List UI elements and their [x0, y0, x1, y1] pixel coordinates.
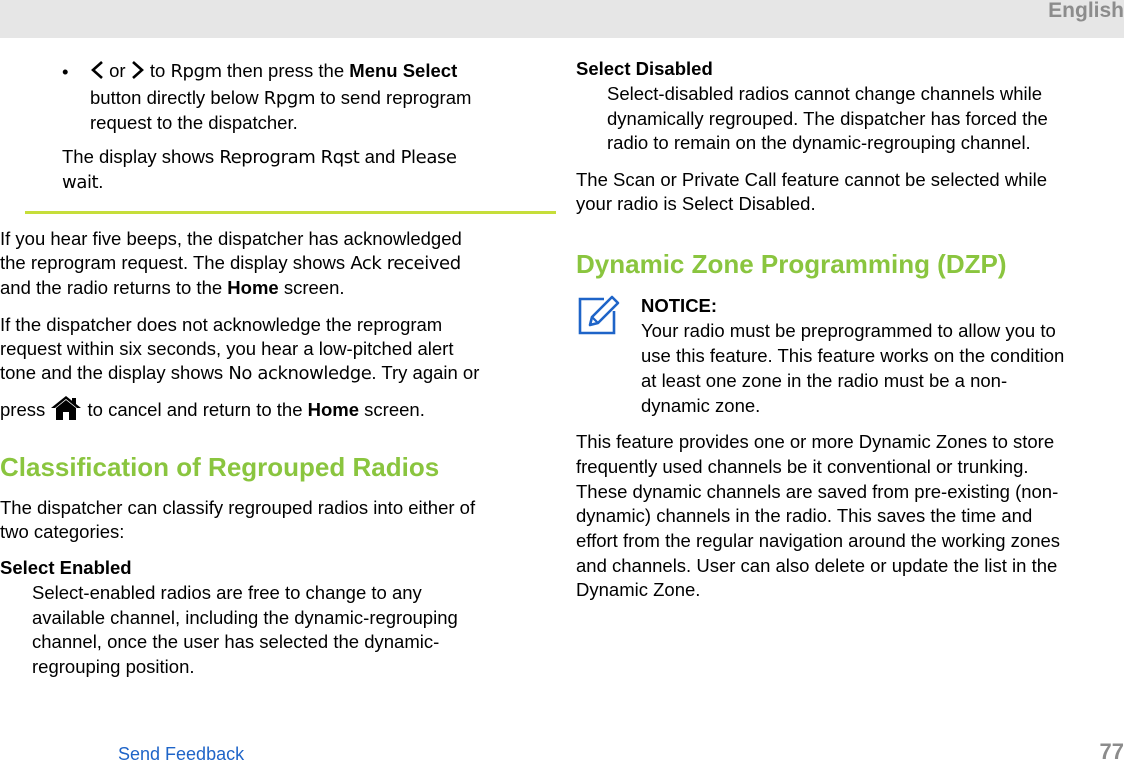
page-number: 77 [1099, 739, 1124, 764]
home-term-2: Home [307, 399, 360, 420]
step-line-1 [90, 59, 457, 85]
scan-line-1: The Scan or Private Call feature cannot be selected while [576, 169, 1047, 190]
select-disabled-line-1: Select-disabled radios cannot change channels while [607, 83, 1043, 104]
reprogram-rqst-label: Reprogram Rqst [219, 147, 360, 168]
and-text: and [364, 146, 396, 167]
feature-line-7: Dynamic Zone. [576, 579, 701, 600]
notice-line-4: dynamic zone. [641, 395, 761, 416]
select-enabled-line-3: channel, once the user has selected the dynamic- [32, 631, 440, 652]
home-term: Home [227, 277, 279, 298]
feature-line-4: dynamic) channels in the radio. This saves the time and [576, 505, 1033, 526]
para1-text-3: screen. [283, 277, 345, 298]
display-line-2 [62, 170, 103, 196]
notice-line-2: use this feature. This feature works on the condition [641, 345, 1065, 366]
select-disabled-term: Select Disabled [576, 58, 713, 79]
select-enabled-line-2: available channel, including the dynamic-regrouping [32, 607, 458, 628]
home-icon [50, 395, 82, 421]
display-prefix: The display shows [62, 146, 215, 167]
step-text-2: button directly below [90, 87, 259, 108]
classify-line-1: The dispatcher can classify regrouped radios into either of [0, 497, 476, 518]
step-line-2 [90, 86, 471, 112]
para2-text-3: to cancel and return to the [87, 399, 303, 420]
select-disabled-line-3: radio to remain on the dynamic-regrouping channel. [607, 132, 1031, 153]
bullet: • [62, 61, 69, 82]
para2-line-4 [0, 395, 425, 423]
notice-title: NOTICE: [641, 295, 718, 316]
para2-text-2: . Try again or [371, 362, 480, 383]
para1-text: the reprogram request. The display shows [0, 252, 346, 273]
classify-line-2: two categories: [0, 521, 125, 542]
para2-text-4: screen. [364, 399, 425, 420]
notice-line-3: at least one zone in the radio must be a non- [641, 370, 1008, 391]
scan-line-2: your radio is Select Disabled. [576, 193, 816, 214]
feature-line-5: effort from the regular navigation around the working zones [576, 530, 1061, 551]
para1-line-2 [0, 251, 461, 277]
step-divider [25, 211, 556, 214]
para1-text-2: and the radio returns to the [0, 277, 223, 298]
feature-line-2: frequently used channels be it conventional or trunking. [576, 456, 1029, 477]
notice-pencil-icon [576, 295, 620, 337]
step-text-3: to send reprogram [320, 87, 472, 108]
ack-received-label: Ack received [350, 253, 461, 274]
para1-line-1: If you hear five beeps, the dispatcher has acknowledged [0, 228, 462, 249]
para2-line-2: request within six seconds, you hear a low-pitched alert [0, 338, 454, 359]
display-line-1 [62, 145, 457, 171]
para2-line-1: If the dispatcher does not acknowledge the reprogram [0, 314, 443, 335]
language-label: English [1048, 0, 1124, 22]
para1-line-3 [0, 276, 345, 301]
chevron-left-icon [90, 60, 104, 80]
to-text: to [149, 60, 166, 81]
press-text: press [0, 399, 46, 420]
send-feedback-link[interactable]: Send Feedback [118, 744, 245, 764]
para2-text: tone and the display shows [0, 362, 224, 383]
feature-line-3: These dynamic channels are saved from pre-existing (non- [576, 481, 1059, 502]
feature-line-1: This feature provides one or more Dynamic Zones to store [576, 431, 1055, 452]
select-disabled-line-2: dynamically regrouped. The dispatcher has forced the [607, 108, 1048, 129]
heading-classification: Classification of Regrouped Radios [0, 452, 440, 482]
notice-line-1: Your radio must be preprogrammed to allow you to [641, 320, 1056, 341]
feature-line-6: and channels. User can also delete or update the list in the [576, 555, 1058, 576]
chevron-right-icon [131, 60, 145, 80]
please-label: Please [400, 147, 457, 168]
header-bar [0, 0, 1124, 38]
select-enabled-line-1: Select-enabled radios are free to change to any [32, 582, 422, 603]
select-enabled-line-4: regrouping position. [32, 656, 195, 677]
select-enabled-term: Select Enabled [0, 557, 132, 578]
rpgm-label-2: Rpgm [263, 88, 316, 109]
wait-label: wait [62, 172, 99, 193]
heading-dzp: Dynamic Zone Programming (DZP) [576, 249, 1007, 279]
menu-select-term: Menu Select [349, 60, 458, 81]
step-line-3: request to the dispatcher. [90, 112, 298, 133]
no-acknowledge-label: No acknowledge [228, 363, 372, 384]
period: . [98, 171, 104, 192]
step-text: then press the [226, 60, 345, 81]
rpgm-label: Rpgm [170, 61, 222, 82]
or-text: or [109, 60, 126, 81]
para2-line-3 [0, 361, 479, 387]
